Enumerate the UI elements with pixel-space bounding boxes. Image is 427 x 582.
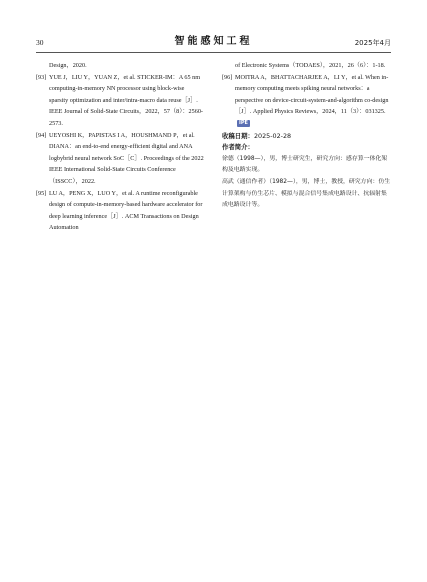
ipe-badge[interactable]: IPE [239,119,248,126]
reference-text: UEYOSHI K，PAPISTAS I A，HOUSHMAND P，et al. DIANA：an end-to-end energy-efficient digital and ANA logbybrid neural network SoC［C］. Proceedings of the 2022 IEEE International Solid-State Circuits Conference（ISSCC），2022. [49,131,204,185]
authors-heading: 作者简介： [222,143,254,152]
reference-number: [94] [36,131,47,139]
reference-number: [96] [222,73,233,81]
reference-text: LU A，PENG X，LUO Y，et al. A runtime reconfigurable design of compute-in-memory-based hardware accelerator for deep learning inference［J］. ACM Transactions on Design Automation [49,189,203,232]
received-date-line [222,131,392,143]
page-number: 30 [36,38,44,47]
reference-continuation: of Electronic Systems（TODAES），2021，26（6）：1-18. [235,62,386,69]
received-date: 2025-02-28 [253,131,292,140]
right-column [222,60,392,212]
left-column [36,60,204,234]
reference-continuation: Design，2020. [49,62,87,69]
received-label: 收稿日期： [222,131,254,140]
reference-text: YUE J，LIU Y，YUAN Z，et al. STICKER-IM：A 65 nm computing-in-memory NN processor using block-wise sparsity optimization and inter/intra-macro data reuse［J］. IEEE Journal of Solid-State Circuits，2022，57（8）：2560-2573. [49,73,203,127]
reference-item [222,72,392,130]
header-rule [36,52,391,53]
issue-date: 2025年4月 [354,39,391,47]
page-header [36,36,391,52]
reference-item [36,72,204,130]
reference-number: [95] [36,189,47,197]
reference-text: MOITRA A，BHATTACHARJEE A，LI Y，et al. When in-memory computing meets spiking neural networks：a perspective on device-circuit-system-and-algorithm co-design［J］. Applied Physics Reviews，2024，11（3）：031325. [235,73,389,116]
reference-item [36,188,204,234]
author-bio-1: 徐德（1998—），男，博士研究生，研究方向：感存算一体化架构及电路实现。 [222,155,388,174]
reference-number: [93] [36,73,47,81]
journal-title: 智能感知工程 [174,36,253,47]
author-bio-2: 高武（通信作者）（1982—），男，博士，教授，研究方向：仿生计算架构与仿生芯片、模拟与混合信号集成电路设计、抗辐射集成电路设计等。 [222,178,391,209]
reference-item [36,130,204,188]
